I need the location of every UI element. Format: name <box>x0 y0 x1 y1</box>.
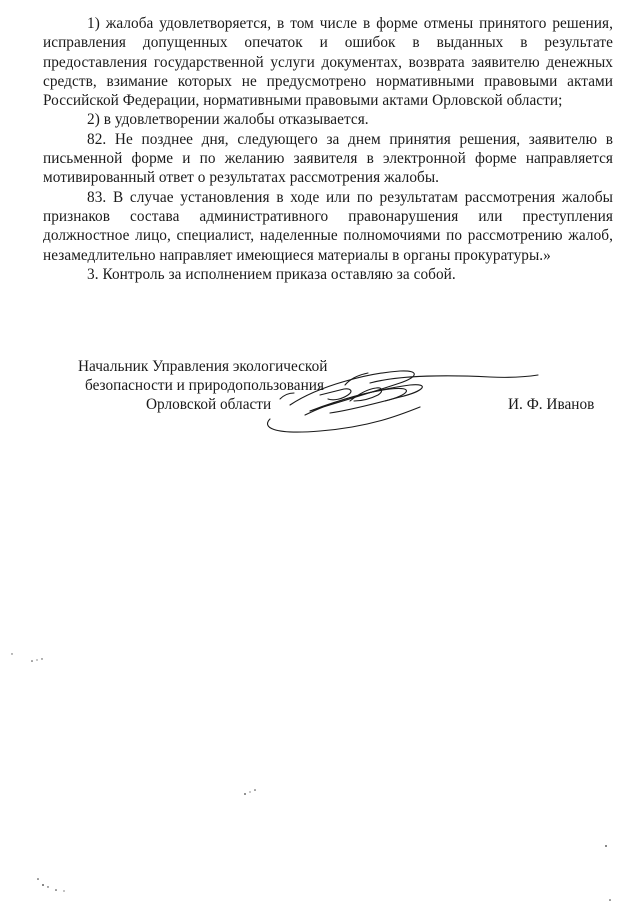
paragraph-3-control: 3. Контроль за исполнением приказа оставляю за собой. <box>87 265 456 283</box>
signatory-position-line-3: Орловской области <box>146 396 272 413</box>
signatory-position-line-1: Начальник Управления экологической <box>78 358 328 375</box>
paragraph-82: 82. Не позднее дня, следующего за днем принятия решения, заявителю в письменной форме и по желанию заявителя в электронной форме направляется мотивированный ответ о результатах рассмотрения жалобы. <box>43 130 613 187</box>
scan-speck-mark <box>600 840 612 854</box>
signatory-name: И. Ф. Иванов <box>508 396 595 413</box>
scan-speck-mark <box>240 786 260 798</box>
signatory-position-line-2: безопасности и природопользования <box>85 377 325 394</box>
scan-speck-mark <box>605 895 617 905</box>
paragraph-83: 83. В случае установления в ходе или по результатам рассмотрения жалобы признаков состава административного правонарушения или преступления должностное лицо, специалист, наделенные полномочиями по рассмотрению жалоб, незамедлительно направляет имеющиеся материалы в органы прокуратуры.» <box>43 188 613 264</box>
scan-speck-mark <box>34 875 74 895</box>
paragraph-item-1: 1) жалоба удовлетворяется, в том числе в форме отмены принятого решения, исправления допущенных опечаток и ошибок в выданных в результате предоставления государственной услуги документах, возврата заявителю денежных средств, взимание которых не предусмотрено нормативными правовыми актами Российской Федерации, нормативными правовыми актами Орловской области; <box>43 15 613 110</box>
scan-speck-mark <box>8 650 18 660</box>
paragraph-item-2: 2) в удовлетворении жалобы отказывается. <box>87 111 369 129</box>
scan-speck-mark <box>28 655 48 665</box>
handwritten-signature <box>250 355 540 435</box>
